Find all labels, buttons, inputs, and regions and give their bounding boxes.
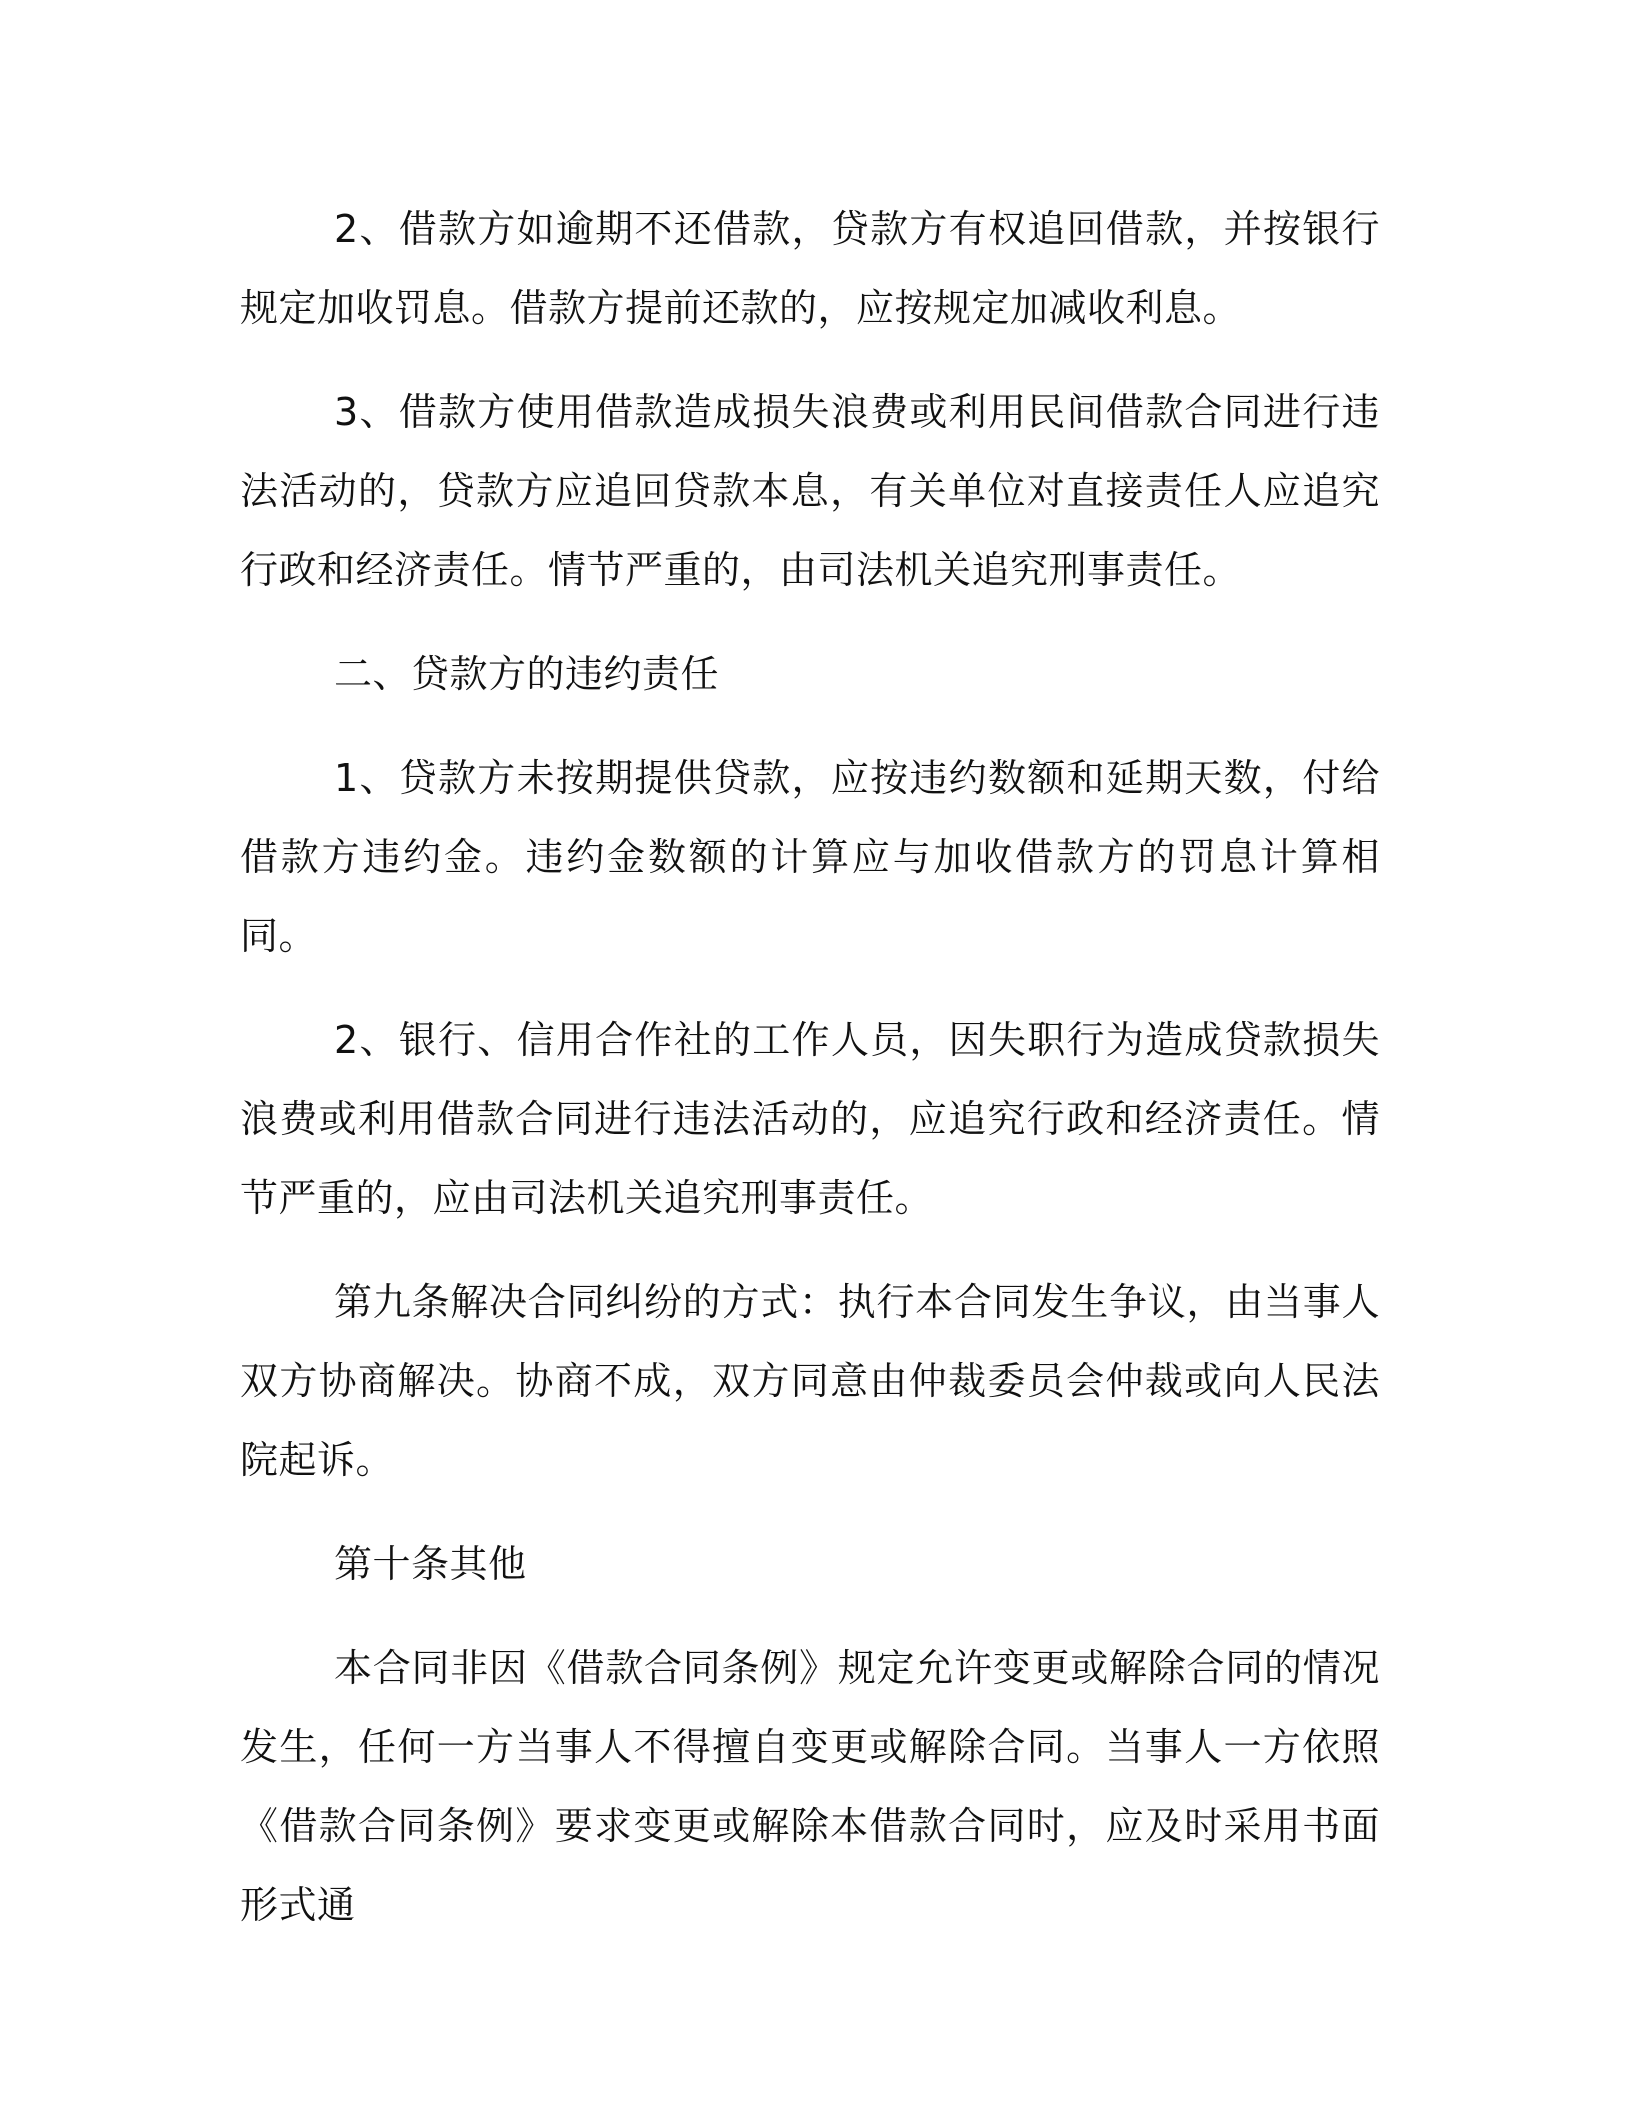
paragraph-article-nine-disputes: 第九条解决合同纠纷的方式：执行本合同发生争议，由当事人双方协商解决。协商不成，双方同意由仲裁委员会仲裁或向人民法院起诉。 [240,1280,1380,1482]
document-page [240,190,1380,1970]
paragraph-lender-late-loan: 1、贷款方未按期提供贷款，应按违约数额和延期天数，付给借款方违约金。违约金数额的计算应与加收借款方的罚息计算相同。 [240,756,1380,958]
section-heading-article-ten: 第十条其他 [334,1542,527,1586]
paragraph-borrower-misuse: 3、借款方使用借款造成损失浪费或利用民间借款合同进行违法活动的，贷款方应追回贷款本息，有关单位对直接责任人应追究行政和经济责任。情节严重的，由司法机关追究刑事责任。 [240,390,1380,592]
paragraph-staff-negligence: 2、银行、信用合作社的工作人员，因失职行为造成贷款损失浪费或利用借款合同进行违法活动的，应追究行政和经济责任。情节严重的，应由司法机关追究刑事责任。 [240,1018,1380,1220]
paragraph-contract-modification: 本合同非因《借款合同条例》规定允许变更或解除合同的情况发生，任何一方当事人不得擅自变更或解除合同。当事人一方依照《借款合同条例》要求变更或解除本借款合同时，应及时采用书面形式通 [240,1646,1380,1927]
section-heading-lender-liability: 二、贷款方的违约责任 [334,652,720,696]
paragraph-borrower-overdue: 2、借款方如逾期不还借款，贷款方有权追回借款，并按银行规定加收罚息。借款方提前还款的，应按规定加减收利息。 [240,207,1380,330]
